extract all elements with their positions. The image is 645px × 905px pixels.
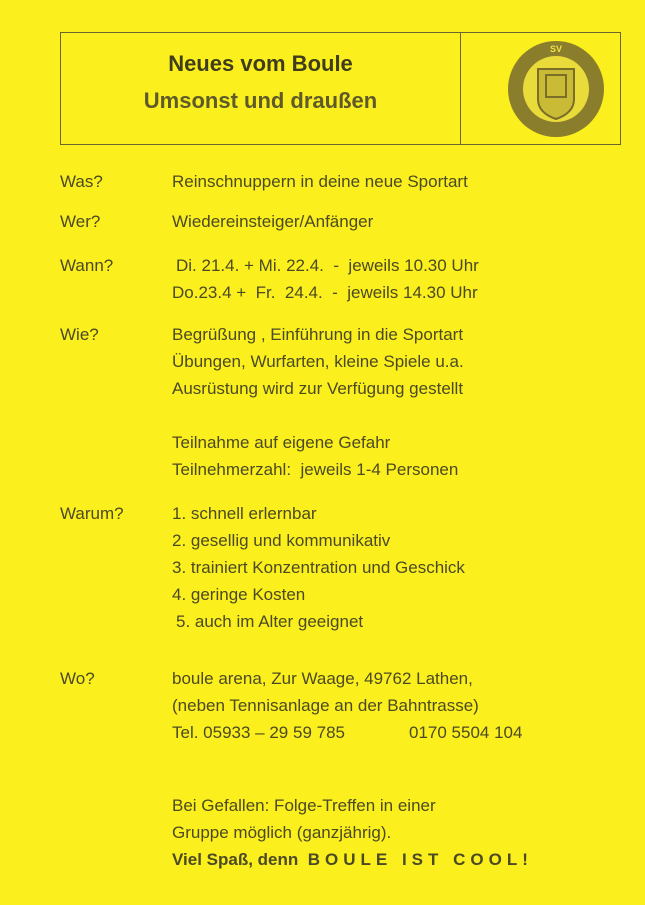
teilnahme-1: Teilnahme auf eigene Gefahr: [172, 433, 391, 452]
wo-location: (neben Tennisanlage an der Bahntrasse): [172, 696, 479, 715]
value-wie-1: Begrüßung , Einführung in die Sportart: [172, 325, 464, 344]
wo-phone: Tel. 05933 – 29 59 785: [172, 723, 345, 742]
header-box: [60, 32, 621, 145]
label-wer: Wer?: [60, 212, 101, 231]
warum-4: 4. geringe Kosten: [172, 585, 306, 604]
slogan: BOULE IST COOL!: [307, 850, 533, 869]
subtitle: Umsonst und draußen: [143, 88, 378, 113]
value-wer: Wiedereinsteiger/Anfänger: [172, 212, 374, 231]
warum-2: 2. gesellig und kommunikativ: [172, 531, 391, 550]
warum-3: 3. trainiert Konzentration und Geschick: [172, 558, 465, 577]
label-warum: Warum?: [60, 504, 124, 523]
footer-2: Gruppe möglich (ganzjährig).: [172, 823, 392, 842]
warum-5: 5. auch im Alter geeignet: [176, 612, 364, 631]
divider: [460, 33, 461, 144]
value-wann-2: Do.23.4 + Fr. 24.4. - jeweils 14.30 Uhr: [172, 283, 478, 302]
label-was: Was?: [60, 172, 103, 191]
value-wann-1: Di. 21.4. + Mi. 22.4. - jeweils 10.30 Uhr: [176, 256, 479, 275]
label-wann: Wann?: [60, 256, 114, 275]
wo-mobile: 0170 5504 104: [409, 723, 523, 742]
footer-closing: [172, 850, 533, 870]
teilnahme-2: Teilnehmerzahl: jeweils 1-4 Personen: [172, 460, 459, 479]
label-wo: Wo?: [60, 669, 95, 688]
value-wie-3: Ausrüstung wird zur Verfügung gestellt: [172, 379, 464, 398]
closing-text: Viel Spaß, denn: [172, 850, 299, 869]
warum-1: 1. schnell erlernbar: [172, 504, 317, 523]
value-was: Reinschnuppern in deine neue Sportart: [172, 172, 468, 191]
footer-1: Bei Gefallen: Folge-Treffen in einer: [172, 796, 436, 815]
wo-address: boule arena, Zur Waage, 49762 Lathen,: [172, 669, 473, 688]
value-wie-2: Übungen, Wurfarten, kleine Spiele u.a.: [172, 352, 464, 371]
svg-text:SV: SV: [549, 44, 563, 54]
title: Neues vom Boule: [168, 51, 353, 76]
club-logo-icon: [506, 39, 606, 139]
label-wie: Wie?: [60, 325, 99, 344]
